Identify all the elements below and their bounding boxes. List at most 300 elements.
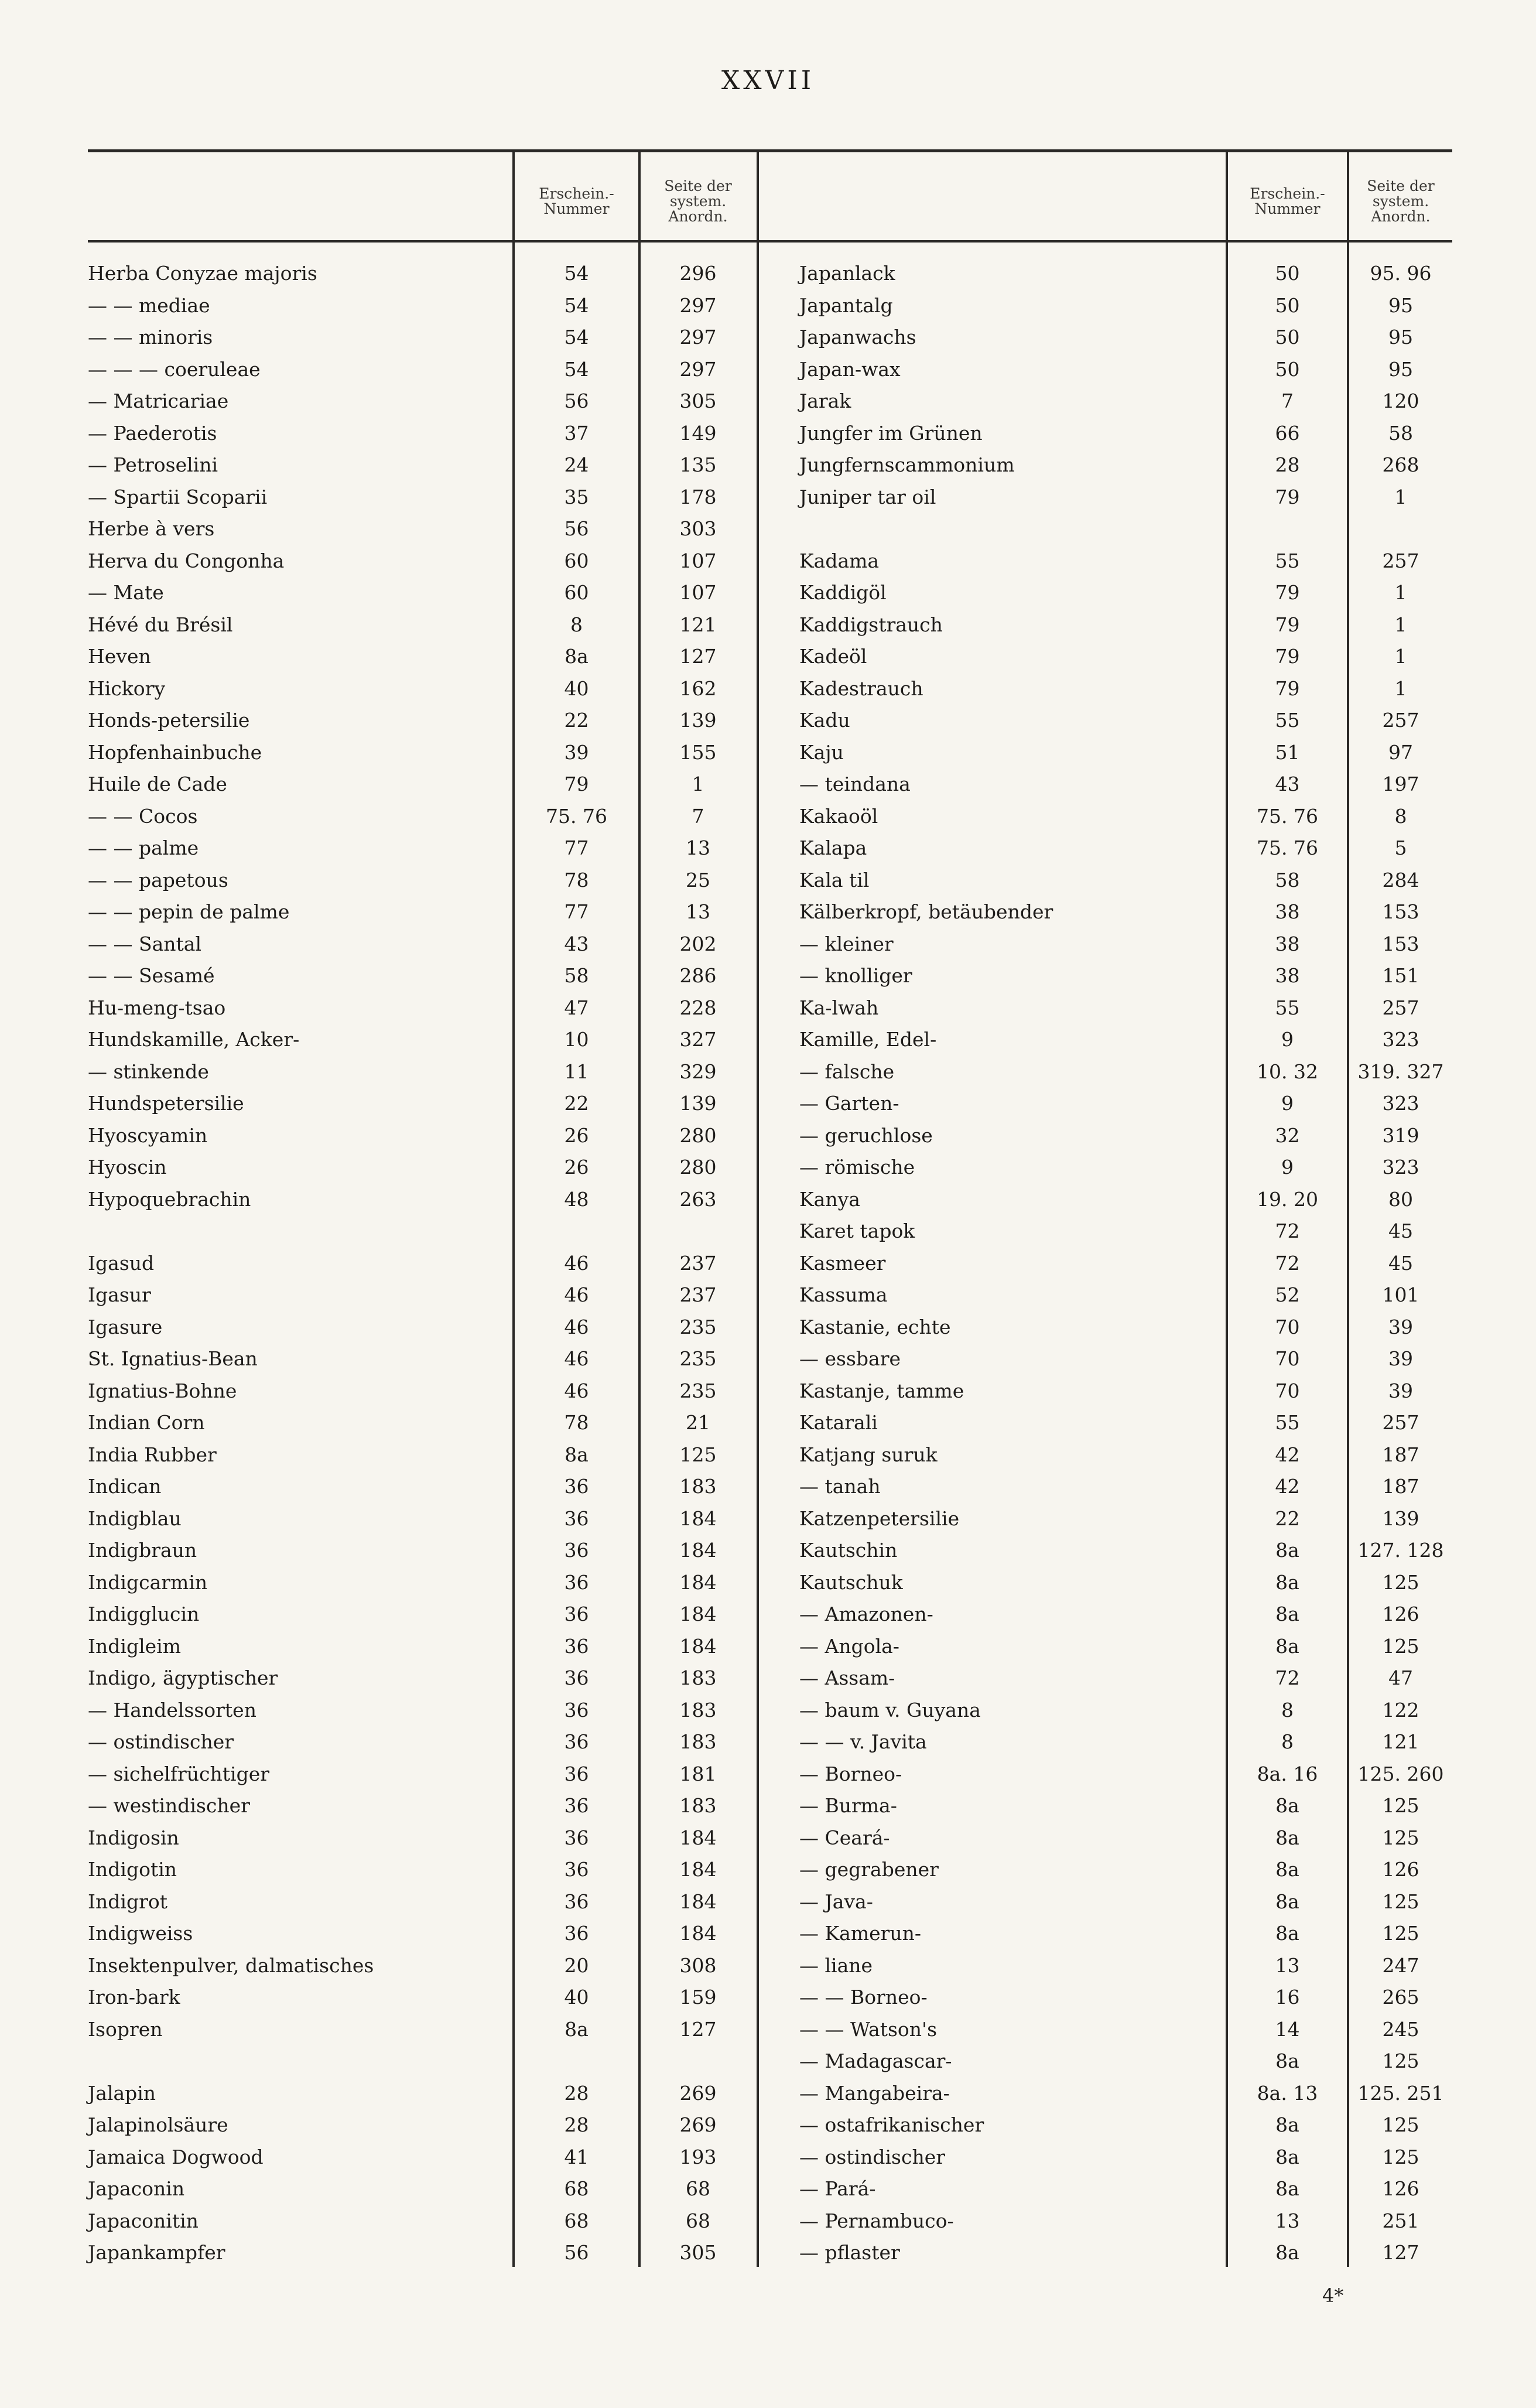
entry-nummer: 79	[1275, 645, 1300, 668]
entry-term: Kälberkropf, betäubender	[799, 900, 1053, 923]
entry-term: Kasmeer	[799, 1251, 886, 1275]
index-entry	[88, 896, 757, 928]
entry-term: Indigweiss	[88, 1922, 193, 1945]
entry-nummer: 36	[564, 1890, 589, 1913]
entry-seite: 323	[1382, 1092, 1419, 1115]
entry-term: — pflaster	[799, 2241, 900, 2264]
entry-seite: 127	[1382, 2241, 1419, 2264]
entry-term: — liane	[799, 1953, 873, 1977]
index-entry	[88, 1950, 757, 1982]
entry-nummer: 72	[1275, 1666, 1300, 1689]
index-entry	[799, 992, 1452, 1024]
index-entry	[799, 1790, 1452, 1822]
entry-term: — — Watson's	[799, 2017, 938, 2041]
index-entry	[88, 354, 757, 386]
entry-term: — Matricariae	[88, 390, 229, 412]
index-entry	[88, 1024, 757, 1056]
entry-term: Igasur	[88, 1283, 151, 1306]
entry-term: — — pepin de palme	[88, 900, 290, 923]
index-entry	[799, 1024, 1452, 1056]
entry-seite: 125	[1382, 1570, 1419, 1594]
entry-nummer: 79	[564, 773, 589, 795]
entry-nummer: 68	[564, 2209, 589, 2232]
entry-term: Ignatius-Bohne	[88, 1379, 237, 1402]
entry-seite: 184	[679, 1539, 717, 1562]
entry-nummer: 54	[564, 357, 589, 381]
index-entry	[799, 1088, 1452, 1120]
entry-nummer: 77	[564, 900, 589, 923]
index-entry	[799, 1248, 1452, 1280]
entry-term: — Mangabeira-	[799, 2081, 950, 2105]
entry-nummer: 41	[564, 2145, 589, 2168]
entry-nummer: 54	[564, 326, 589, 349]
entry-term: Hopfenhainbuche	[88, 740, 262, 764]
index-entry	[799, 865, 1452, 897]
entry-nummer: 36	[564, 1922, 589, 1945]
entry-term: Herba Conyzae majoris	[88, 262, 317, 285]
entry-term: Indigblau	[88, 1507, 182, 1530]
index-entry	[799, 577, 1452, 609]
entry-nummer: 46	[564, 1379, 589, 1402]
entry-term: — Assam-	[799, 1666, 895, 1689]
entry-seite: 95	[1388, 293, 1413, 317]
entry-nummer: 36	[564, 1539, 589, 1562]
entry-seite: 235	[679, 1315, 717, 1338]
entry-nummer: 39	[564, 740, 589, 764]
entry-term: Indican	[88, 1475, 162, 1498]
entry-seite: 235	[679, 1379, 717, 1402]
entry-term: — Pernambuco-	[799, 2209, 954, 2232]
index-entry	[799, 1152, 1452, 1184]
index-entry	[88, 801, 757, 833]
index-entry	[88, 641, 757, 673]
header-rule	[757, 240, 1452, 242]
entry-seite: 269	[679, 2113, 717, 2136]
header-nummer-left: Erschein.- Nummer	[539, 185, 614, 217]
entry-nummer: 43	[564, 932, 589, 955]
entry-nummer: 72	[1275, 1251, 1300, 1275]
entry-seite: 184	[679, 1603, 717, 1625]
index-entry	[799, 1598, 1452, 1631]
entry-term: Indigglucin	[88, 1603, 200, 1625]
index-entry	[88, 1598, 757, 1631]
entry-seite: 8	[1394, 804, 1407, 828]
entry-seite: 197	[1382, 773, 1419, 795]
entry-seite: 39	[1388, 1379, 1413, 1402]
entry-term: Huile de Cade	[88, 773, 227, 795]
entry-nummer: 36	[564, 1570, 589, 1594]
entry-seite: 7	[692, 804, 704, 828]
entry-seite: 297	[679, 293, 717, 317]
entry-nummer: 8a	[1275, 1570, 1299, 1594]
header-seite-left: Seite der system. Anordn.	[664, 177, 732, 225]
index-entry	[799, 322, 1452, 354]
entry-nummer: 8a	[1275, 2050, 1299, 2072]
index-entry	[88, 1758, 757, 1791]
entry-nummer: 36	[564, 1762, 589, 1785]
entry-nummer: 8	[1281, 1730, 1294, 1753]
entry-term: — baum v. Guyana	[799, 1698, 981, 1722]
entry-seite: 120	[1382, 390, 1419, 412]
entry-nummer: 14	[1275, 2017, 1300, 2041]
header-nummer-right: Erschein.- Nummer	[1250, 185, 1325, 217]
entry-seite: 305	[679, 2241, 717, 2264]
entry-seite: 155	[679, 740, 717, 764]
index-entry	[799, 1886, 1452, 1918]
entry-seite: 268	[1382, 453, 1419, 476]
entry-seite: 101	[1382, 1283, 1419, 1306]
index-entry	[88, 290, 757, 322]
entry-term: Hyoscyamin	[88, 1123, 208, 1147]
index-entry	[88, 1822, 757, 1854]
entry-term: Kastanje, tamme	[799, 1379, 964, 1402]
entry-term: — knolliger	[799, 964, 912, 987]
entry-seite: 127	[679, 2017, 717, 2041]
index-entry	[88, 1439, 757, 1471]
entry-nummer: 8a	[565, 645, 589, 668]
entry-term: Katjang suruk	[799, 1443, 938, 1466]
entry-seite: 153	[1382, 932, 1419, 955]
entry-nummer: 22	[564, 709, 589, 732]
entry-term: — Amazonen-	[799, 1603, 933, 1625]
index-entry	[88, 673, 757, 705]
entry-term: — Kamerun-	[799, 1922, 922, 1945]
entry-nummer: 52	[1275, 1283, 1300, 1306]
entry-seite: 125	[679, 1443, 717, 1466]
entry-term: — westindischer	[88, 1794, 250, 1817]
entry-nummer: 36	[564, 1794, 589, 1817]
entry-nummer: 46	[564, 1251, 589, 1275]
entry-nummer: 35	[564, 485, 589, 508]
right-column	[799, 258, 1452, 2269]
entry-seite: 257	[1382, 709, 1419, 732]
entry-seite: 305	[679, 390, 717, 412]
entry-term: — — palme	[88, 836, 199, 859]
entry-nummer: 42	[1275, 1475, 1300, 1498]
entry-term: Jungfer im Grünen	[799, 421, 983, 445]
index-entry	[88, 2205, 757, 2238]
entry-nummer: 77	[564, 836, 589, 859]
entry-seite: 327	[679, 1028, 717, 1051]
entry-term: Jalapinolsäure	[88, 2113, 228, 2136]
entry-nummer: 36	[564, 1603, 589, 1625]
entry-seite: 183	[679, 1475, 717, 1498]
entry-term: India Rubber	[88, 1443, 217, 1466]
entry-term: — Madagascar-	[799, 2050, 952, 2072]
entry-seite: 183	[679, 1698, 717, 1722]
entry-seite: 135	[679, 453, 717, 476]
entry-term: Kadu	[799, 709, 850, 732]
entry-nummer: 8a	[1275, 1794, 1299, 1817]
index-entry	[799, 290, 1452, 322]
entry-nummer: 8a	[1275, 1603, 1299, 1625]
index-entry	[799, 1215, 1452, 1248]
entry-seite: 319. 327	[1357, 1060, 1444, 1083]
column-divider	[757, 152, 759, 2267]
entry-nummer: 43	[1275, 773, 1300, 795]
index-entry	[88, 1311, 757, 1344]
entry-nummer: 79	[1275, 581, 1300, 604]
entry-term: Indigcarmin	[88, 1570, 208, 1594]
entry-seite: 183	[679, 1666, 717, 1689]
entry-nummer: 13	[1275, 1953, 1300, 1977]
entry-seite: 125	[1382, 2050, 1419, 2072]
entry-seite: 265	[1382, 1986, 1419, 2009]
entry-nummer: 22	[564, 1092, 589, 1115]
entry-nummer: 68	[564, 2177, 589, 2200]
index-entry	[88, 1631, 757, 1663]
entry-term: — gegrabener	[799, 1858, 939, 1881]
entry-seite: 323	[1382, 1156, 1419, 1179]
entry-nummer: 38	[1275, 900, 1300, 923]
entry-nummer: 58	[1275, 868, 1300, 892]
entry-nummer: 58	[564, 964, 589, 987]
entry-nummer: 8a	[1275, 1634, 1299, 1658]
entry-seite: 251	[1382, 2209, 1419, 2232]
entry-term: — — minoris	[88, 326, 213, 349]
entry-seite: 181	[679, 1762, 717, 1785]
entry-term: Iron-bark	[88, 1986, 180, 2009]
page-title: XXVII	[721, 66, 815, 95]
index-entry	[88, 1854, 757, 1886]
entry-nummer: 79	[1275, 613, 1300, 636]
entry-nummer: 24	[564, 453, 589, 476]
index-entry	[799, 2014, 1452, 2046]
entry-nummer: 19. 20	[1257, 1187, 1318, 1211]
entry-seite: 1	[1394, 581, 1407, 604]
entry-seite: 297	[679, 326, 717, 349]
index-entry	[88, 865, 757, 897]
entry-nummer: 56	[564, 2241, 589, 2264]
entry-seite: 178	[679, 485, 717, 508]
index-entry	[799, 2109, 1452, 2141]
entry-nummer: 8a	[1275, 2113, 1299, 2136]
entry-nummer: 8a	[1275, 2241, 1299, 2264]
entry-term: Hyoscin	[88, 1156, 167, 1179]
entry-nummer: 46	[564, 1315, 589, 1338]
entry-nummer: 36	[564, 1475, 589, 1498]
index-entry	[799, 1471, 1452, 1503]
entry-seite: 202	[679, 932, 717, 955]
entry-seite: 68	[686, 2177, 710, 2200]
index-entry	[88, 609, 757, 641]
index-entry	[799, 1503, 1452, 1535]
entry-seite: 45	[1388, 1251, 1413, 1275]
index-entry	[88, 1120, 757, 1152]
entry-seite: 245	[1382, 2017, 1419, 2041]
index-entry	[799, 1695, 1452, 1727]
entry-term: — Burma-	[799, 1794, 897, 1817]
index-entry	[88, 545, 757, 578]
header-seite-right: Seite der system. Anordn.	[1367, 177, 1435, 225]
index-entry	[88, 1790, 757, 1822]
entry-seite: 319	[1382, 1123, 1419, 1147]
entry-seite: 296	[679, 262, 717, 285]
entry-nummer: 8	[570, 613, 583, 636]
entry-nummer: 36	[564, 1666, 589, 1689]
index-entry	[799, 801, 1452, 833]
index-entry	[88, 1726, 757, 1758]
entry-seite: 187	[1382, 1443, 1419, 1466]
index-entry	[88, 449, 757, 481]
index-entry	[88, 1407, 757, 1439]
entry-term: — — mediae	[88, 293, 210, 317]
entry-seite: 125	[1382, 1826, 1419, 1849]
entry-term: — Borneo-	[799, 1762, 902, 1785]
entry-seite: 127	[679, 645, 717, 668]
entry-term: Kadeöl	[799, 645, 867, 668]
entry-seite: 228	[679, 996, 717, 1019]
entry-seite: 257	[1382, 1411, 1419, 1434]
index-entry	[88, 1215, 757, 1248]
entry-term: — ostafrikanischer	[799, 2113, 984, 2136]
entry-seite: 184	[679, 1507, 717, 1530]
index-entry	[88, 1184, 757, 1216]
index-entry	[88, 1088, 757, 1120]
index-entry	[88, 1248, 757, 1280]
entry-nummer: 79	[1275, 485, 1300, 508]
entry-term: Indigosin	[88, 1826, 179, 1849]
entry-nummer: 28	[1275, 453, 1300, 476]
header-rule	[88, 240, 757, 242]
entry-term: Indigo, ägyptischer	[88, 1666, 278, 1689]
index-entry	[88, 2014, 757, 2046]
entry-seite: 184	[679, 1858, 717, 1881]
entry-seite: 184	[679, 1890, 717, 1913]
index-entry	[88, 1279, 757, 1311]
entry-seite: 235	[679, 1347, 717, 1370]
entry-nummer: 50	[1275, 293, 1300, 317]
entry-nummer: 46	[564, 1347, 589, 1370]
entry-seite: 151	[1382, 964, 1419, 987]
entry-term: Indigbraun	[88, 1539, 197, 1562]
entry-term: Japaconin	[88, 2177, 185, 2200]
entry-term: — — Cocos	[88, 804, 198, 828]
entry-term: Herva du Congonha	[88, 549, 285, 572]
index-entry	[88, 992, 757, 1024]
entry-term: — Mate	[88, 581, 164, 604]
entry-seite: 1	[1394, 485, 1407, 508]
entry-seite: 149	[679, 421, 717, 445]
entry-seite: 45	[1388, 1220, 1413, 1242]
entry-seite: 183	[679, 1730, 717, 1753]
entry-seite: 126	[1382, 2177, 1419, 2200]
index-entry	[799, 513, 1452, 545]
entry-term: Kaddigstrauch	[799, 613, 943, 636]
index-entry	[88, 1982, 757, 2014]
index-entry	[799, 1056, 1452, 1088]
entry-seite: 95	[1388, 357, 1413, 381]
entry-term: — falsche	[799, 1060, 895, 1083]
entry-seite: 184	[679, 1922, 717, 1945]
index-entry	[799, 832, 1452, 865]
entry-nummer: 36	[564, 1698, 589, 1722]
page-signature: 4*	[1322, 2284, 1344, 2307]
entry-seite: 122	[1382, 1698, 1419, 1722]
entry-term: — Pará-	[799, 2177, 876, 2200]
entry-nummer: 37	[564, 421, 589, 445]
entry-seite: 47	[1388, 1666, 1413, 1689]
entry-seite: 97	[1388, 740, 1413, 764]
entry-seite: 125	[1382, 1794, 1419, 1817]
index-entry	[88, 481, 757, 514]
entry-seite: 25	[686, 868, 710, 892]
entry-term: Kautschin	[799, 1539, 898, 1562]
entry-term: — tanah	[799, 1475, 881, 1498]
entry-nummer: 48	[564, 1187, 589, 1211]
index-entry	[799, 1535, 1452, 1567]
entry-term: Juniper tar oil	[799, 485, 936, 508]
entry-seite: 1	[1394, 613, 1407, 636]
entry-term: — — — coeruleae	[88, 357, 261, 381]
entry-seite: 95	[1388, 326, 1413, 349]
entry-nummer: 28	[564, 2081, 589, 2105]
index-entry	[799, 258, 1452, 290]
entry-seite: 280	[679, 1123, 717, 1147]
index-entry	[799, 641, 1452, 673]
entry-seite: 187	[1382, 1475, 1419, 1498]
entry-seite: 184	[679, 1826, 717, 1849]
index-entry	[799, 545, 1452, 578]
entry-seite: 323	[1382, 1028, 1419, 1051]
entry-term: — ostindischer	[88, 1730, 234, 1753]
index-entry	[88, 2045, 757, 2078]
entry-term: Indigleim	[88, 1634, 182, 1658]
entry-seite: 125. 251	[1357, 2081, 1444, 2105]
index-entry	[799, 2205, 1452, 2238]
entry-seite: 153	[1382, 900, 1419, 923]
entry-nummer: 40	[564, 1986, 589, 2009]
entry-nummer: 10. 32	[1257, 1060, 1318, 1083]
entry-seite: 13	[686, 900, 710, 923]
entry-nummer: 10	[564, 1028, 589, 1051]
entry-term: — Handelssorten	[88, 1698, 256, 1722]
index-entry	[799, 1184, 1452, 1216]
entry-seite: 183	[679, 1794, 717, 1817]
entry-seite: 1	[692, 773, 704, 795]
entry-term: — teindana	[799, 773, 911, 795]
entry-nummer: 55	[1275, 996, 1300, 1019]
entry-nummer: 56	[564, 390, 589, 412]
index-entry	[799, 2173, 1452, 2205]
entry-term: — kleiner	[799, 932, 894, 955]
entry-term: Karet tapok	[799, 1220, 915, 1242]
entry-nummer: 55	[1275, 709, 1300, 732]
entry-seite: 126	[1382, 1603, 1419, 1625]
entry-seite: 237	[679, 1283, 717, 1306]
index-entry	[88, 1152, 757, 1184]
entry-seite: 125	[1382, 2145, 1419, 2168]
entry-seite: 247	[1382, 1953, 1419, 1977]
index-entry	[88, 258, 757, 290]
index-entry	[88, 928, 757, 961]
index-entry	[799, 1375, 1452, 1408]
entry-nummer: 26	[564, 1123, 589, 1147]
entry-seite: 21	[686, 1411, 710, 1434]
entry-term: Japankampfer	[88, 2241, 225, 2264]
entry-nummer: 70	[1275, 1315, 1300, 1338]
entry-term: Hu-meng-tsao	[88, 996, 226, 1019]
entry-term: St. Ignatius-Bean	[88, 1347, 258, 1370]
entry-nummer: 8a	[565, 1443, 589, 1466]
entry-nummer: 42	[1275, 1443, 1300, 1466]
entry-seite: 1	[1394, 645, 1407, 668]
entry-nummer: 60	[564, 549, 589, 572]
entry-nummer: 40	[564, 677, 589, 700]
entry-term: Igasud	[88, 1251, 155, 1275]
entry-term: Japaconitin	[88, 2209, 199, 2232]
entry-seite: 297	[679, 357, 717, 381]
